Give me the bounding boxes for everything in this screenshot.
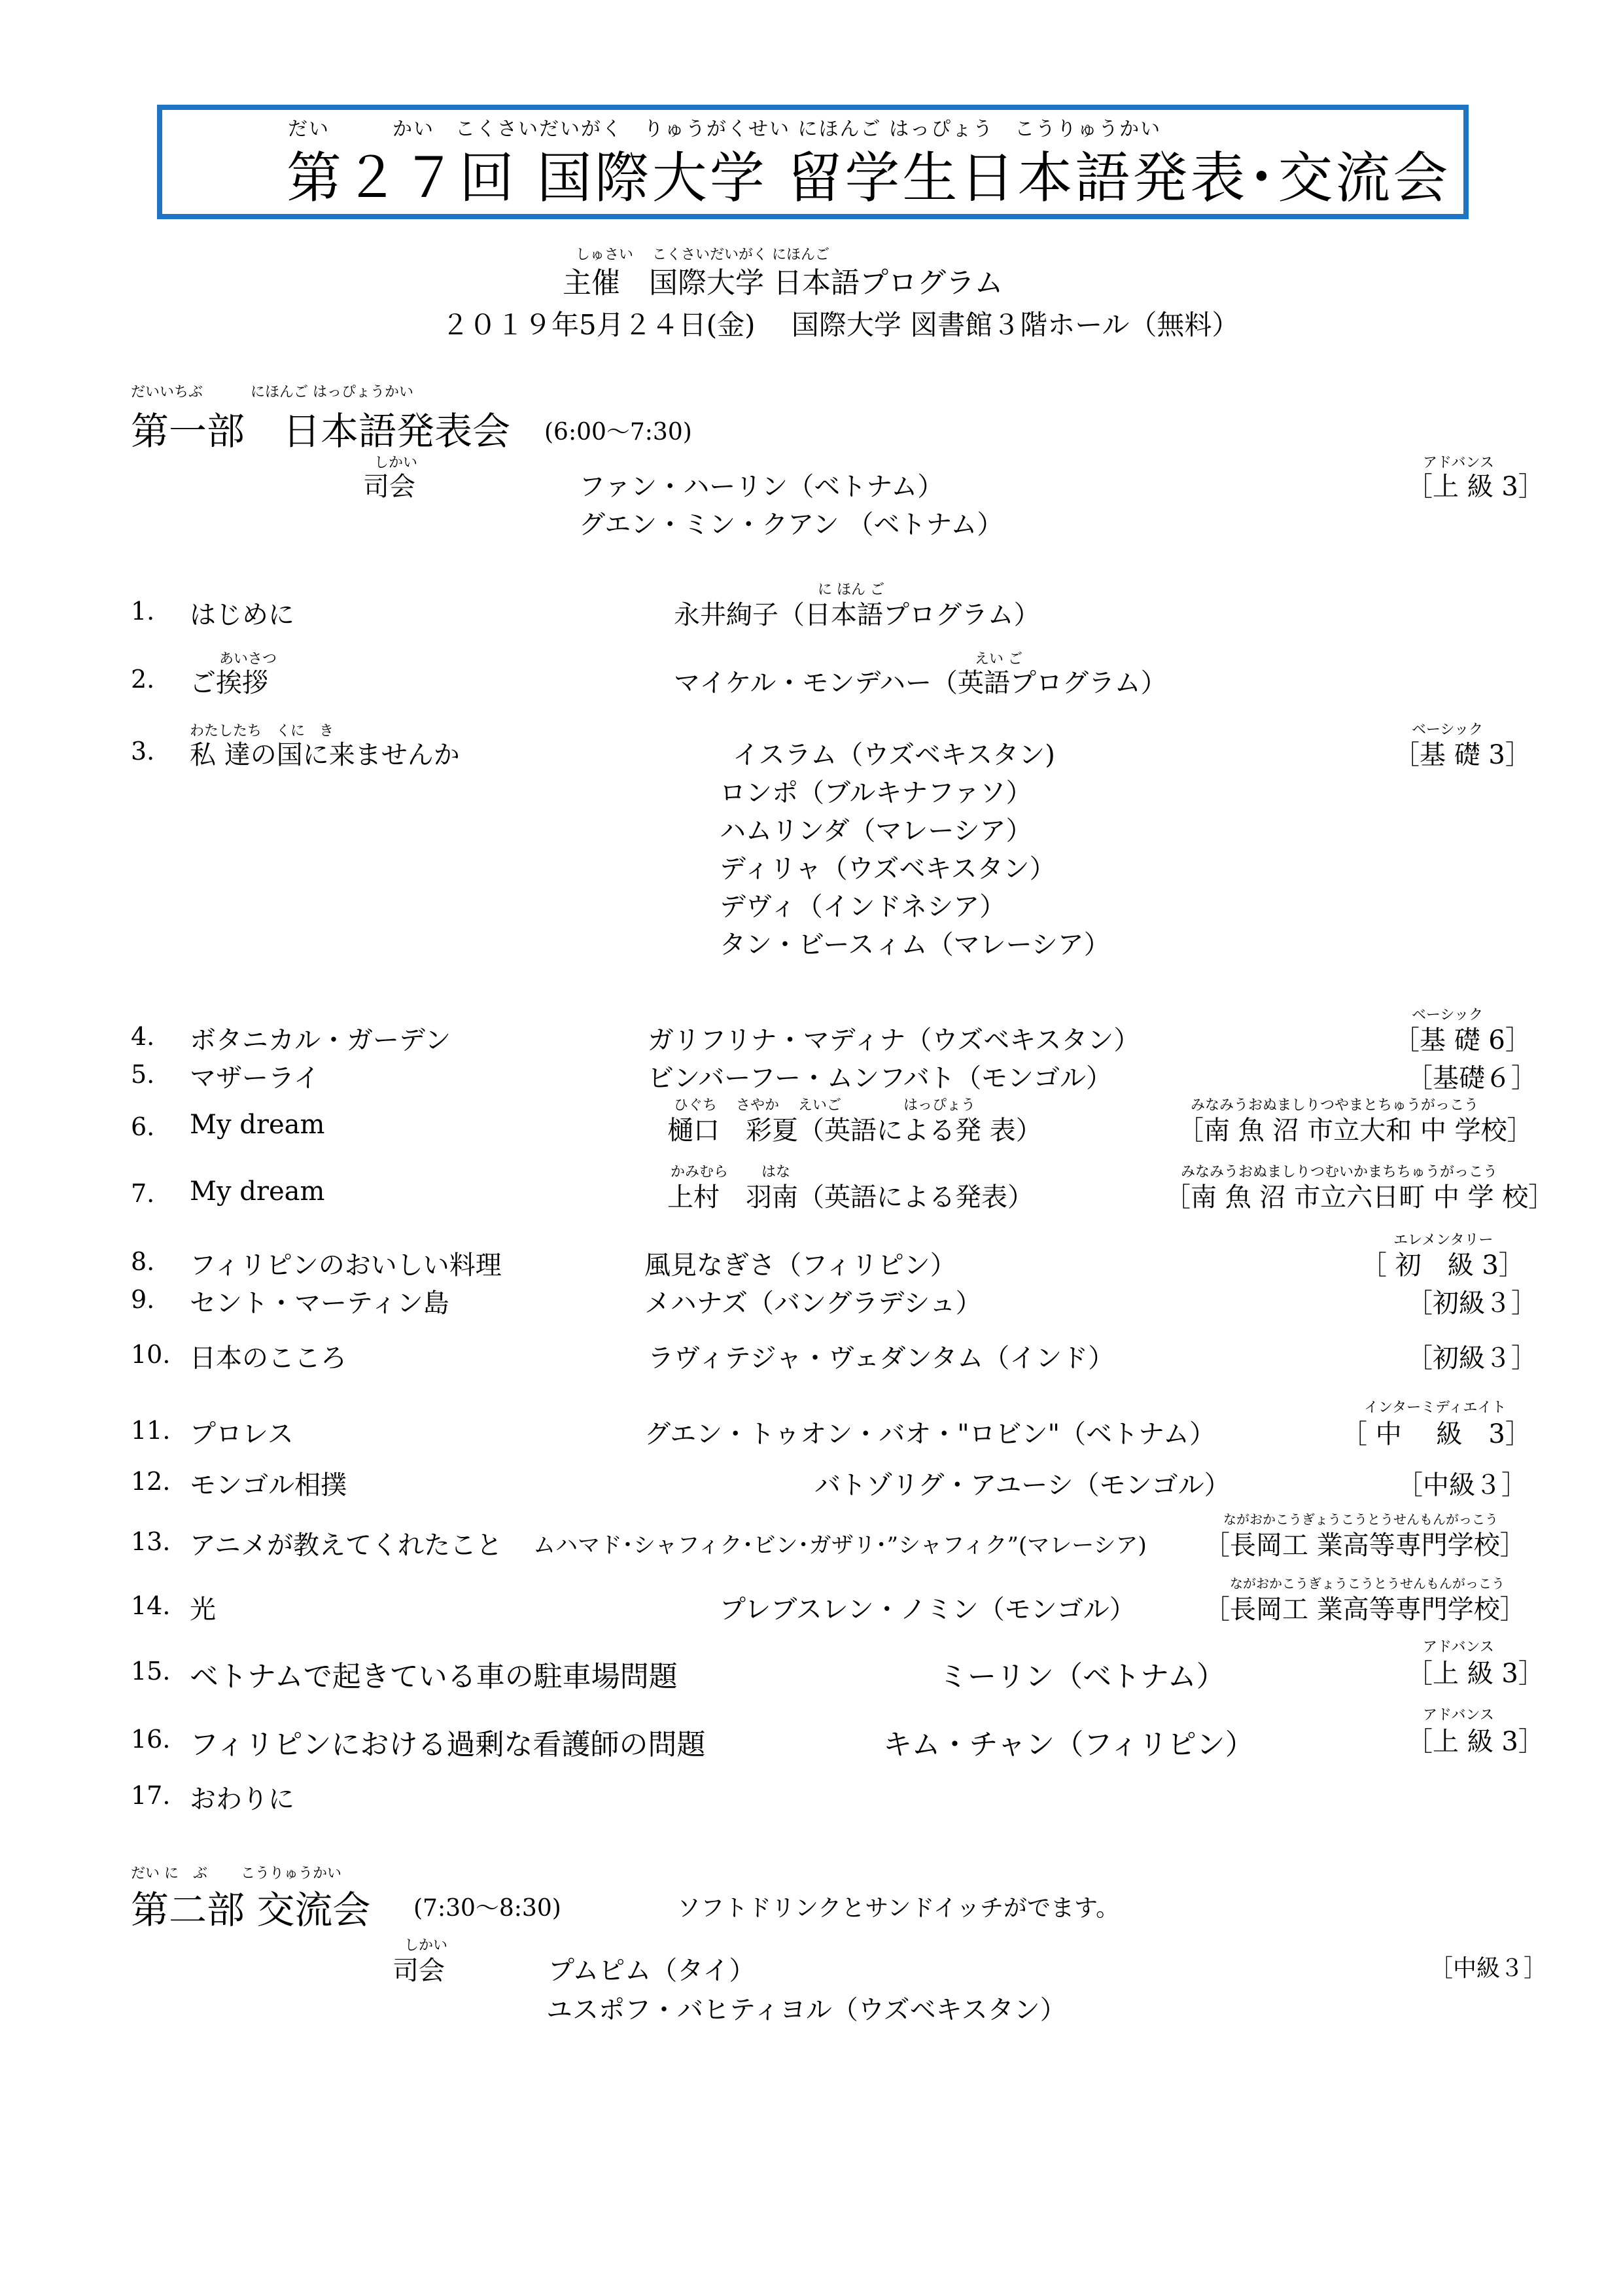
part2-time: (7:30～8:30) [413,1895,561,1922]
presenter-name: ハムリンダ（マレーシア） [720,816,1032,846]
level: ［初級３］ [1406,1288,1537,1318]
item-title: 私 達の国に来ませんか [190,740,460,770]
name-ruby: ひぐち さやか えいご はっぴょう [674,1097,975,1114]
item-number: 5. [131,1060,155,1089]
level: ［南 魚 沼 市立六日町 中 学 校］ [1164,1182,1555,1212]
level: ［上 級 3］ [1406,1727,1544,1757]
level: ［長岡工 業高等専門学校］ [1204,1530,1526,1561]
level-ruby: ながおかこうぎょうこうとうせんもんがっこう [1223,1511,1498,1527]
item-number: 17. [131,1781,171,1810]
level-ruby: みなみうおぬましりつやまとちゅうがっこう [1191,1097,1479,1114]
part2-ruby: だい に ぶ こうりゅうかい [131,1865,341,1882]
mc2-name-2: ユスポフ・バヒティヨル（ウズベキスタン） [546,1995,1066,2025]
presenter-name: 風見なぎさ（フィリピン） [644,1250,956,1280]
level: ［ 初 級 3］ [1361,1250,1525,1280]
item-number: 2. [131,665,155,694]
item-title: アニメが教えてくれたこと [190,1530,502,1561]
item-number: 15. [131,1657,171,1686]
item-number: 11. [131,1416,171,1445]
level-ruby: ながおかこうぎょうこうとうせんもんがっこう [1230,1576,1505,1591]
item-title: おわりに [190,1784,294,1814]
title-ruby: わたしたち くに き [190,723,334,739]
item-title: プロレス [190,1419,294,1449]
item-title: ベトナムで起きている車の駐車場問題 [190,1660,678,1693]
presenter-name: ミーリン（ベトナム） [939,1660,1225,1693]
level-ruby: インターミディエイト [1364,1400,1507,1416]
page-title: 第２７回 国際大学 留学生日本語発表･交流会 [287,146,1451,210]
organizer: 主催 国際大学 日本語プログラム [563,266,1003,300]
presenter-name: バトゾリグ・アユーシ（モンゴル） [814,1470,1230,1500]
item-title: ご挨拶 [190,668,268,698]
mc2-label: 司会 [393,1956,445,1986]
item-title: My dream [190,1110,325,1140]
mc-level-ruby: アドバンス [1423,455,1494,471]
item-number: 10. [131,1340,171,1369]
item-title: フィリピンのおいしい料理 [190,1250,502,1280]
item-number: 12. [131,1467,171,1496]
presenter-name: メハナズ（バングラデシュ） [644,1288,982,1318]
item-title: セント・マーティン島 [190,1288,449,1318]
name-ruby: えい ご [975,651,1022,667]
item-title: マザーライ [190,1063,320,1093]
mc-label: 司会 [363,472,415,502]
item-title: 日本のこころ [190,1343,347,1373]
mc-ruby: しかい [374,455,418,471]
level-ruby: みなみうおぬましりつむいかまちちゅうがっこう [1181,1164,1498,1180]
item-number: 7. [131,1179,155,1208]
presenter-name: ムハマド･シャフィク･ビン･ガザリ･”シャフィク”(マレーシア) [533,1532,1147,1559]
item-number: 9. [131,1285,155,1314]
item-number: 14. [131,1591,171,1620]
presenter-name: ビンバーフー・ムンフバト（モンゴル） [648,1063,1112,1093]
presenter-name: キム・チャン（フィリピン） [883,1728,1254,1761]
part1-time: (6:00～7:30) [544,419,692,446]
level-ruby: エレメンタリー [1393,1232,1493,1248]
presenter-name: ガリフリナ・マディナ（ウズベキスタン） [648,1025,1140,1055]
level-ruby: ベーシック [1412,722,1484,738]
item-title: My dream [190,1176,325,1207]
item-title: フィリピンにおける過剰な看護師の問題 [190,1728,706,1761]
level-ruby: アドバンス [1423,1639,1494,1655]
presenter-name: プレブスレン・ノミン（モンゴル） [720,1595,1136,1625]
part1-ruby: だいいちぶ にほんご はっぴょうかい [131,384,413,400]
presenter-name: 樋口 彩夏（英語による発 表） [667,1116,1042,1146]
title-ruby: だい かい こくさいだいがく りゅうがくせい にほんご はっぴょう こうりゅうかい [288,118,1162,141]
presenter-name: イスラム（ウズベキスタン) [733,740,1055,770]
part1-title: 第一部 日本語発表会 [131,409,511,453]
item-number: 6. [131,1112,155,1141]
level: ［長岡工 業高等専門学校］ [1204,1595,1526,1625]
presenter-name: 上村 羽南（英語による発表） [667,1182,1034,1212]
mc-name-2: グエン・ミン・クアン （ベトナム） [579,510,1003,540]
title-ruby: あいさつ [219,651,277,667]
item-title: はじめに [190,600,294,630]
level: ［初級３］ [1406,1343,1537,1373]
presenter-name: ディリャ（ウズベキスタン） [720,854,1056,884]
part2-title: 第二部 交流会 [131,1888,371,1932]
part2-note: ソフトドリンクとサンドイッチがでます。 [677,1895,1120,1922]
level: ［基 礎 3］ [1393,740,1531,770]
level: ［基礎６］ [1406,1063,1537,1093]
level-ruby: ベーシック [1412,1007,1484,1023]
presenter-name: マイケル・モンデハー（英語プログラム） [674,668,1167,698]
item-title: ボタニカル・ガーデン [190,1025,451,1055]
item-title: モンゴル相撲 [190,1470,347,1500]
level: ［南 魚 沼 市立大和 中 学校］ [1178,1116,1533,1146]
item-number: 8. [131,1247,155,1276]
level: ［上 級 3］ [1406,1659,1544,1689]
level: ［基 礎 6］ [1393,1025,1531,1055]
name-ruby: かみむら はな [671,1164,790,1180]
item-title: 光 [190,1595,216,1625]
mc-name-1: ファン・ハーリン（ベトナム） [579,472,944,502]
mc-level: ［上 級 3］ [1406,472,1544,502]
presenter-name: タン・ビースィム（マレーシア） [720,930,1110,960]
level: ［中級３］ [1397,1470,1527,1500]
name-ruby: に ほん ご [818,582,884,598]
item-number: 4. [131,1022,155,1051]
presenter-name: グエン・トゥオン・バオ・"ロビン"（ベトナム） [644,1419,1215,1449]
item-number: 13. [131,1527,171,1556]
presenter-name: ロンポ（ブルキナファソ） [720,778,1032,808]
organizer-ruby: しゅさい こくさいだいがく にほんご [576,247,829,263]
level: ［ 中 級 3］ [1341,1419,1531,1449]
mc2-name-1: プムピム（タイ） [548,1956,756,1986]
item-number: 1. [131,597,155,626]
mc2-ruby: しかい [404,1937,448,1954]
presenter-name: デヴィ（インドネシア） [720,892,1006,922]
presenter-name: ラヴィテジャ・ヴェダンタム（インド） [648,1343,1115,1373]
item-number: 16. [131,1725,171,1754]
level-ruby: アドバンス [1423,1707,1494,1723]
mc2-level: ［中級３］ [1429,1955,1548,1982]
date-venue: ２０１９年5月２４日(金) 国際大学 図書館３階ホール（無料） [442,309,1240,341]
presenter-name: 永井絢子（日本語プログラム） [674,600,1040,630]
item-number: 3. [131,737,155,766]
